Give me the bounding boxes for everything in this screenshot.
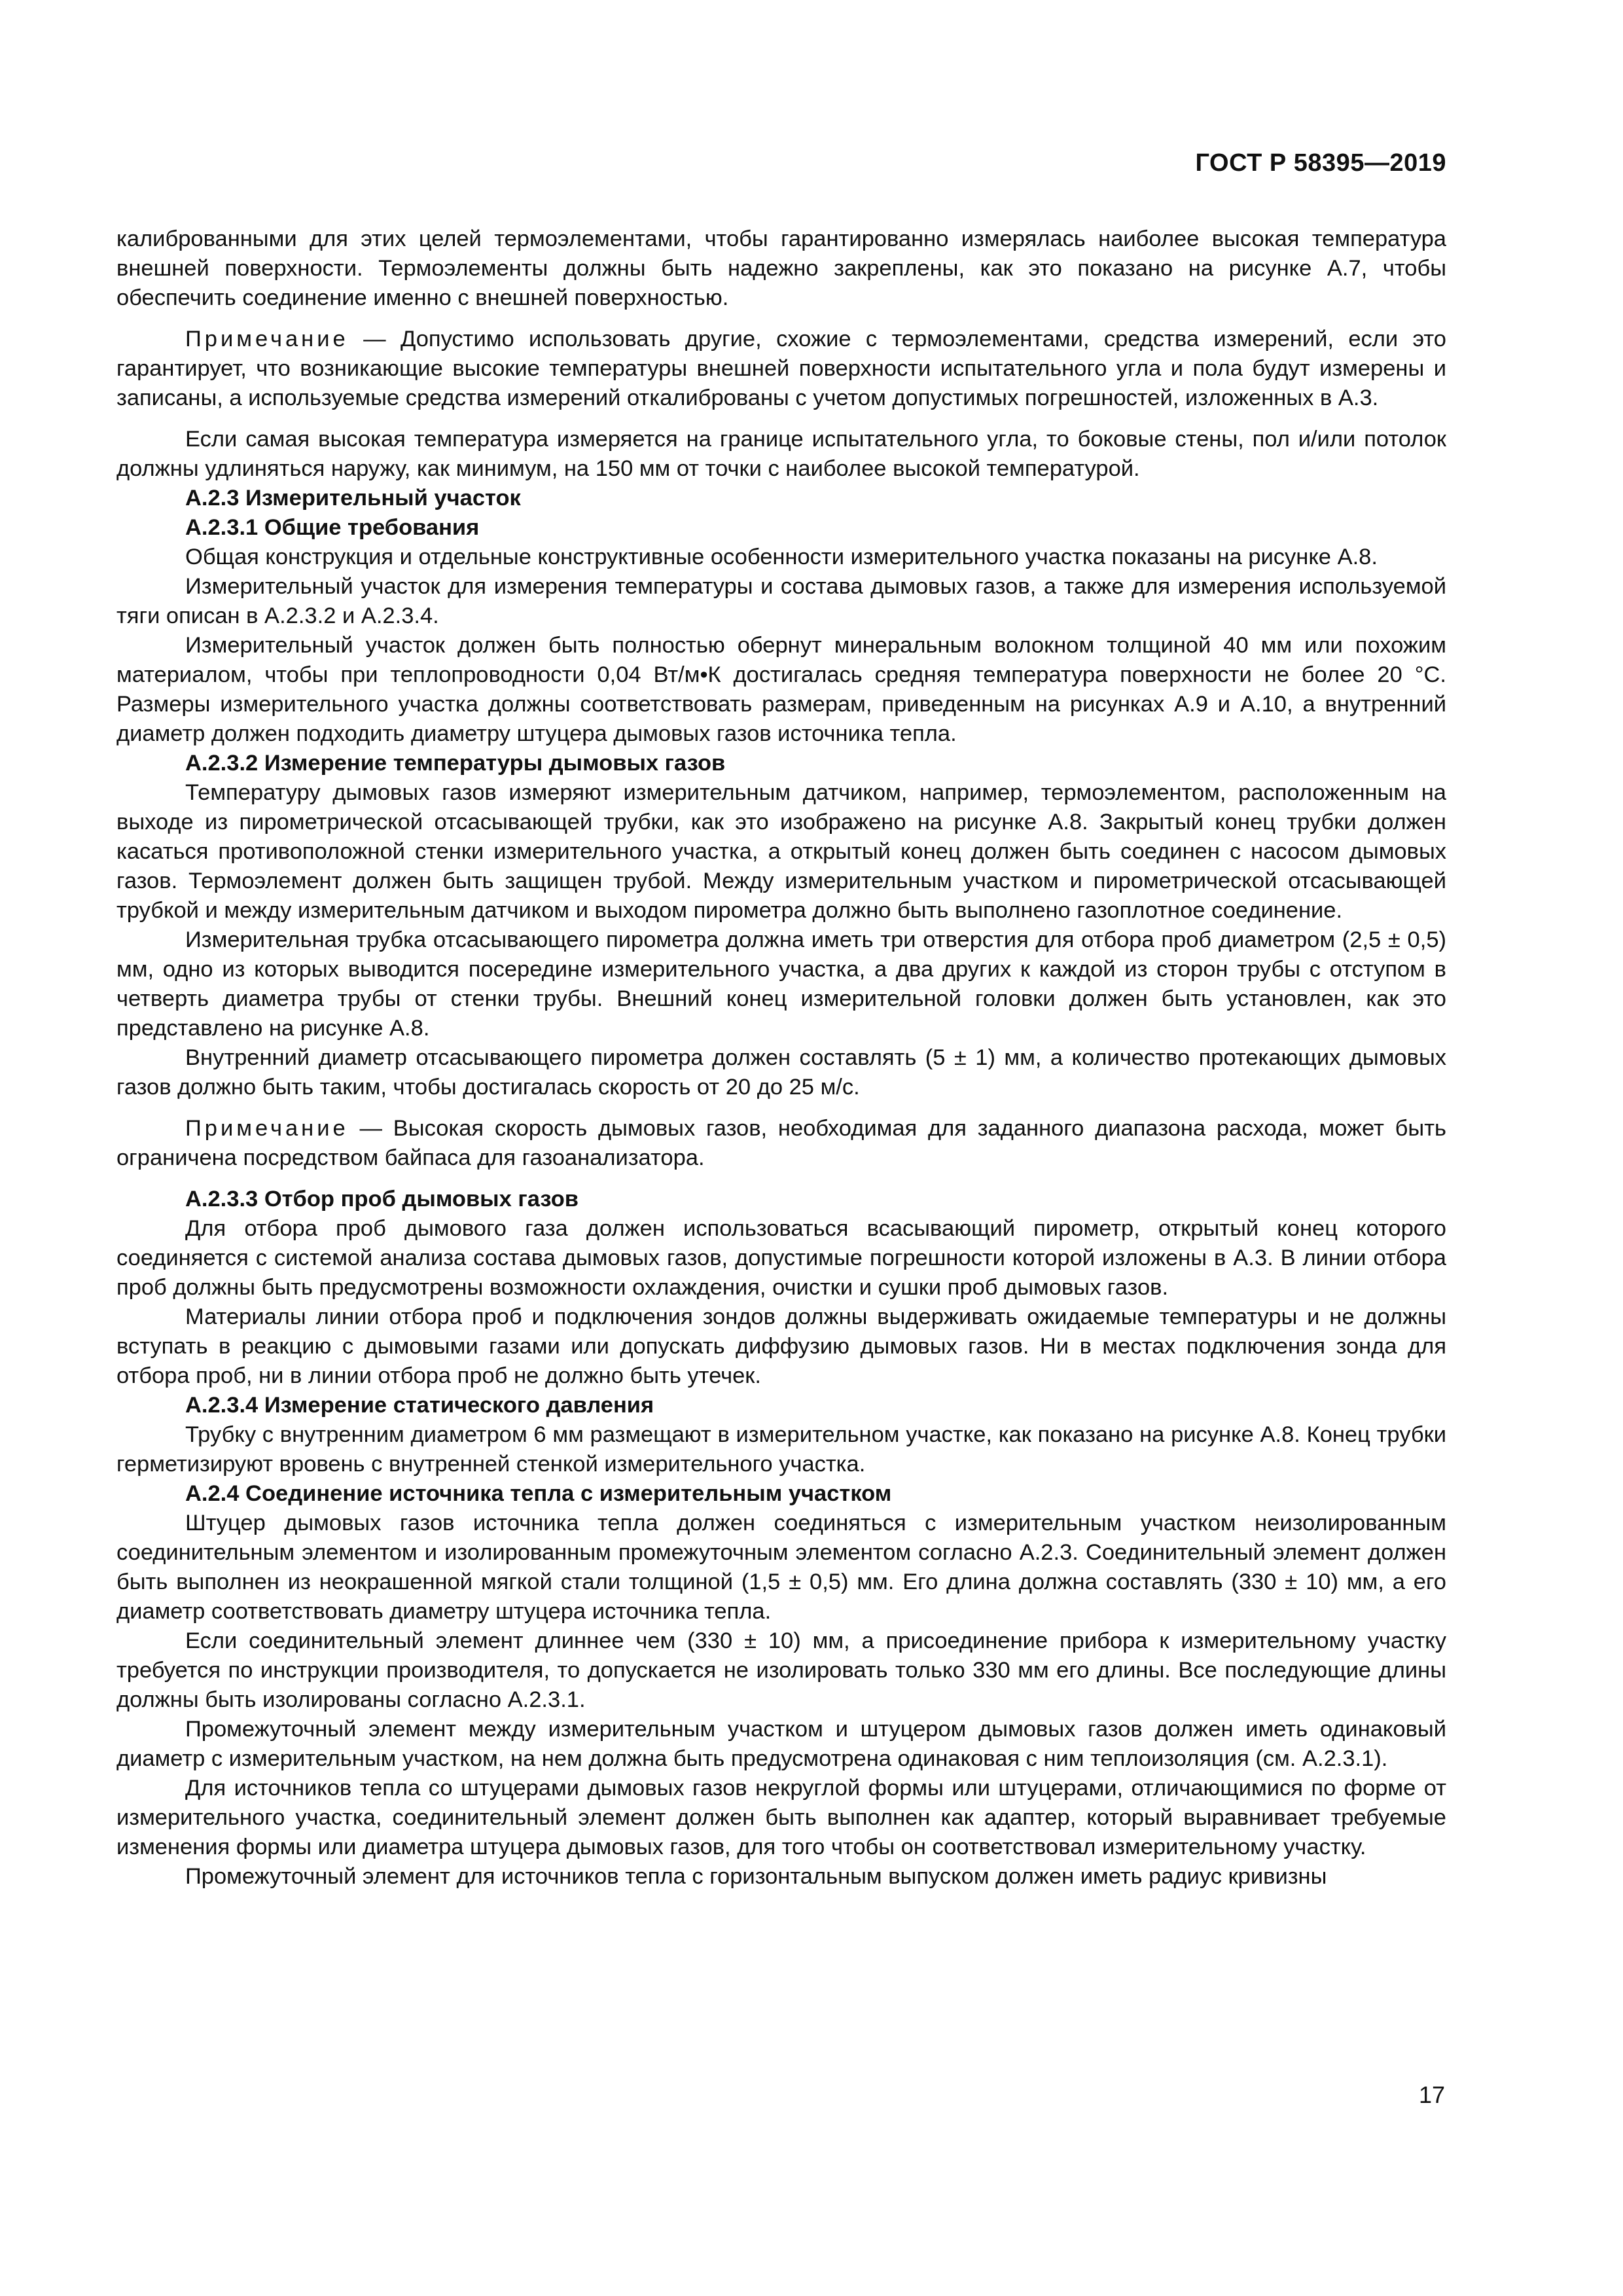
section-heading: А.2.3.3 Отбор проб дымовых газов: [185, 1187, 579, 1211]
paragraph: Трубку с внутренним диаметром 6 мм размещают в измерительном участке, как показано на рисунке А.8. Конец трубки герметизируют вровень с внутренней стенкой измерительного участка.: [116, 1422, 1446, 1477]
section-heading: А.2.3 Измерительный участок: [185, 486, 521, 511]
document-standard-header: ГОСТ Р 58395—2019: [1195, 149, 1446, 177]
section-heading: А.2.3.1 Общие требования: [185, 515, 480, 540]
paragraph: Общая конструкция и отдельные конструктивные особенности измерительного участка показаны на рисунке А.8.: [185, 545, 1378, 569]
paragraph: Измерительный участок для измерения температуры и состава дымовых газов, а также для измерения используемой тяги описан в А.2.3.2 и А.2.3.4.: [116, 574, 1446, 628]
note-text: — Высокая скорость дымовых газов, необходимая для заданного диапазона расхода, может быть ограничена посредством байпаса для газоанализатора.: [116, 1116, 1446, 1170]
paragraph: Температуру дымовых газов измеряют измерительным датчиком, например, термоэлементом, расположенным на выходе из пирометрической отсасывающей трубки, как это изображено на рисунке А.8. Закрытый конец трубки должен касаться противоположной стенки измерительного участка, а открытый конец должен быть соединен с насосом дымовых газов. Термоэлемент должен быть защищен трубой. Между измерительным участком и пирометрической отсасывающей трубкой и между измерительным датчиком и выходом пирометра должно быть выполнено газоплотное соединение.: [116, 780, 1446, 923]
section-heading: А.2.3.4 Измерение статического давления: [185, 1393, 654, 1418]
section-heading: А.2.4 Соединение источника тепла с измерительным участком: [185, 1481, 892, 1506]
paragraph: калиброванными для этих целей термоэлементами, чтобы гарантированно измерялась наиболее высокая температура внешней поверхности. Термоэлементы должны быть надежно закреплены, как это показано на рисунке А.7, чтобы обеспечить соединение именно с внешней поверхностью.: [116, 226, 1446, 310]
note-paragraph: [116, 325, 1446, 413]
paragraph: Для источников тепла со штуцерами дымовых газов некруглой формы или штуцерами, отличающимися по форме от измерительного участка, соединительный элемент должен быть выполнен как адаптер, который выравнивает требуемые изменения формы или диаметра штуцера дымовых газов, для того чтобы он соответствовал измерительному участку.: [116, 1776, 1446, 1859]
paragraph: Промежуточный элемент для источников тепла с горизонтальным выпуском должен иметь радиус кривизны: [185, 1864, 1327, 1889]
paragraph: Измерительный участок должен быть полностью обернут минеральным волокном толщиной 40 мм или похожим материалом, чтобы при теплопроводности 0,04 Вт/м•К достигалась средняя температура поверхности не более 20 °С. Размеры измерительного участка должны соответствовать размерам, приведенным на рисунках А.9 и А.10, а внутренний диаметр должен подходить диаметру штуцера дымовых газов источника тепла.: [116, 633, 1446, 746]
paragraph: Штуцер дымовых газов источника тепла должен соединяться с измерительным участком неизолированным соединительным элементом и изолированным промежуточным элементом согласно А.2.3. Соединительный элемент должен быть выполнен из неокрашенной мягкой стали толщиной (1,5 ± 0,5) мм. Его длина должна составлять (330 ± 10) мм, а его диаметр соответствовать диаметру штуцера источника тепла.: [116, 1511, 1446, 1624]
paragraph: Если самая высокая температура измеряется на границе испытательного угла, то боковые стены, пол и/или потолок должны удлиняться наружу, как минимум, на 150 мм от точки с наиболее высокой температурой.: [116, 427, 1446, 481]
note-paragraph: [116, 1114, 1446, 1173]
page-number: 17: [1418, 2081, 1445, 2108]
document-body: [116, 224, 1446, 1892]
paragraph: Измерительная трубка отсасывающего пирометра должна иметь три отверстия для отбора проб диаметром (2,5 ± 0,5) мм, одно из которых выводится посередине измерительного участка, а два других к каждой из сторон трубы с отступом в четверть диаметра трубы от стенки трубы. Внешний конец измерительной головки должен быть установлен, как это представлено на рисунке А.8.: [116, 927, 1446, 1041]
note-label: Примечание: [185, 1116, 349, 1141]
paragraph: Промежуточный элемент между измерительным участком и штуцером дымовых газов должен иметь одинаковый диаметр с измерительным участком, на нем должна быть предусмотрена одинаковая с ним теплоизоляция (см. А.2.3.1).: [116, 1717, 1446, 1771]
note-text: — Допустимо использовать другие, схожие с термоэлементами, средства измерений, если это гарантирует, что возникающие высокие температуры внешней поверхности испытательного угла и пола будут измерены и записаны, а используемые средства измерений откалиброваны с учетом допустимых погрешностей, изложенных в А.3.: [116, 327, 1446, 410]
note-label: Примечание: [185, 327, 349, 351]
paragraph: Если соединительный элемент длиннее чем (330 ± 10) мм, а присоединение прибора к измерительному участку требуется по инструкции производителя, то допускается не изолировать только 330 мм его длины. Все последующие длины должны быть изолированы согласно А.2.3.1.: [116, 1628, 1446, 1712]
paragraph: Для отбора проб дымового газа должен использоваться всасывающий пирометр, открытый конец которого соединяется с системой анализа состава дымовых газов, допустимые погрешности которой изложены в А.3. В линии отбора проб должны быть предусмотрены возможности охлаждения, очистки и сушки проб дымовых газов.: [116, 1216, 1446, 1300]
paragraph: Материалы линии отбора проб и подключения зондов должны выдерживать ожидаемые температуры и не должны вступать в реакцию с дымовыми газами или допускать диффузию дымовых газов. Ни в местах подключения зонда для отбора проб, ни в линии отбора проб не должно быть утечек.: [116, 1304, 1446, 1388]
section-heading: А.2.3.2 Измерение температуры дымовых газов: [185, 751, 726, 776]
paragraph: Внутренний диаметр отсасывающего пирометра должен составлять (5 ± 1) мм, а количество протекающих дымовых газов должно быть таким, чтобы достигалась скорость от 20 до 25 м/с.: [116, 1045, 1446, 1100]
